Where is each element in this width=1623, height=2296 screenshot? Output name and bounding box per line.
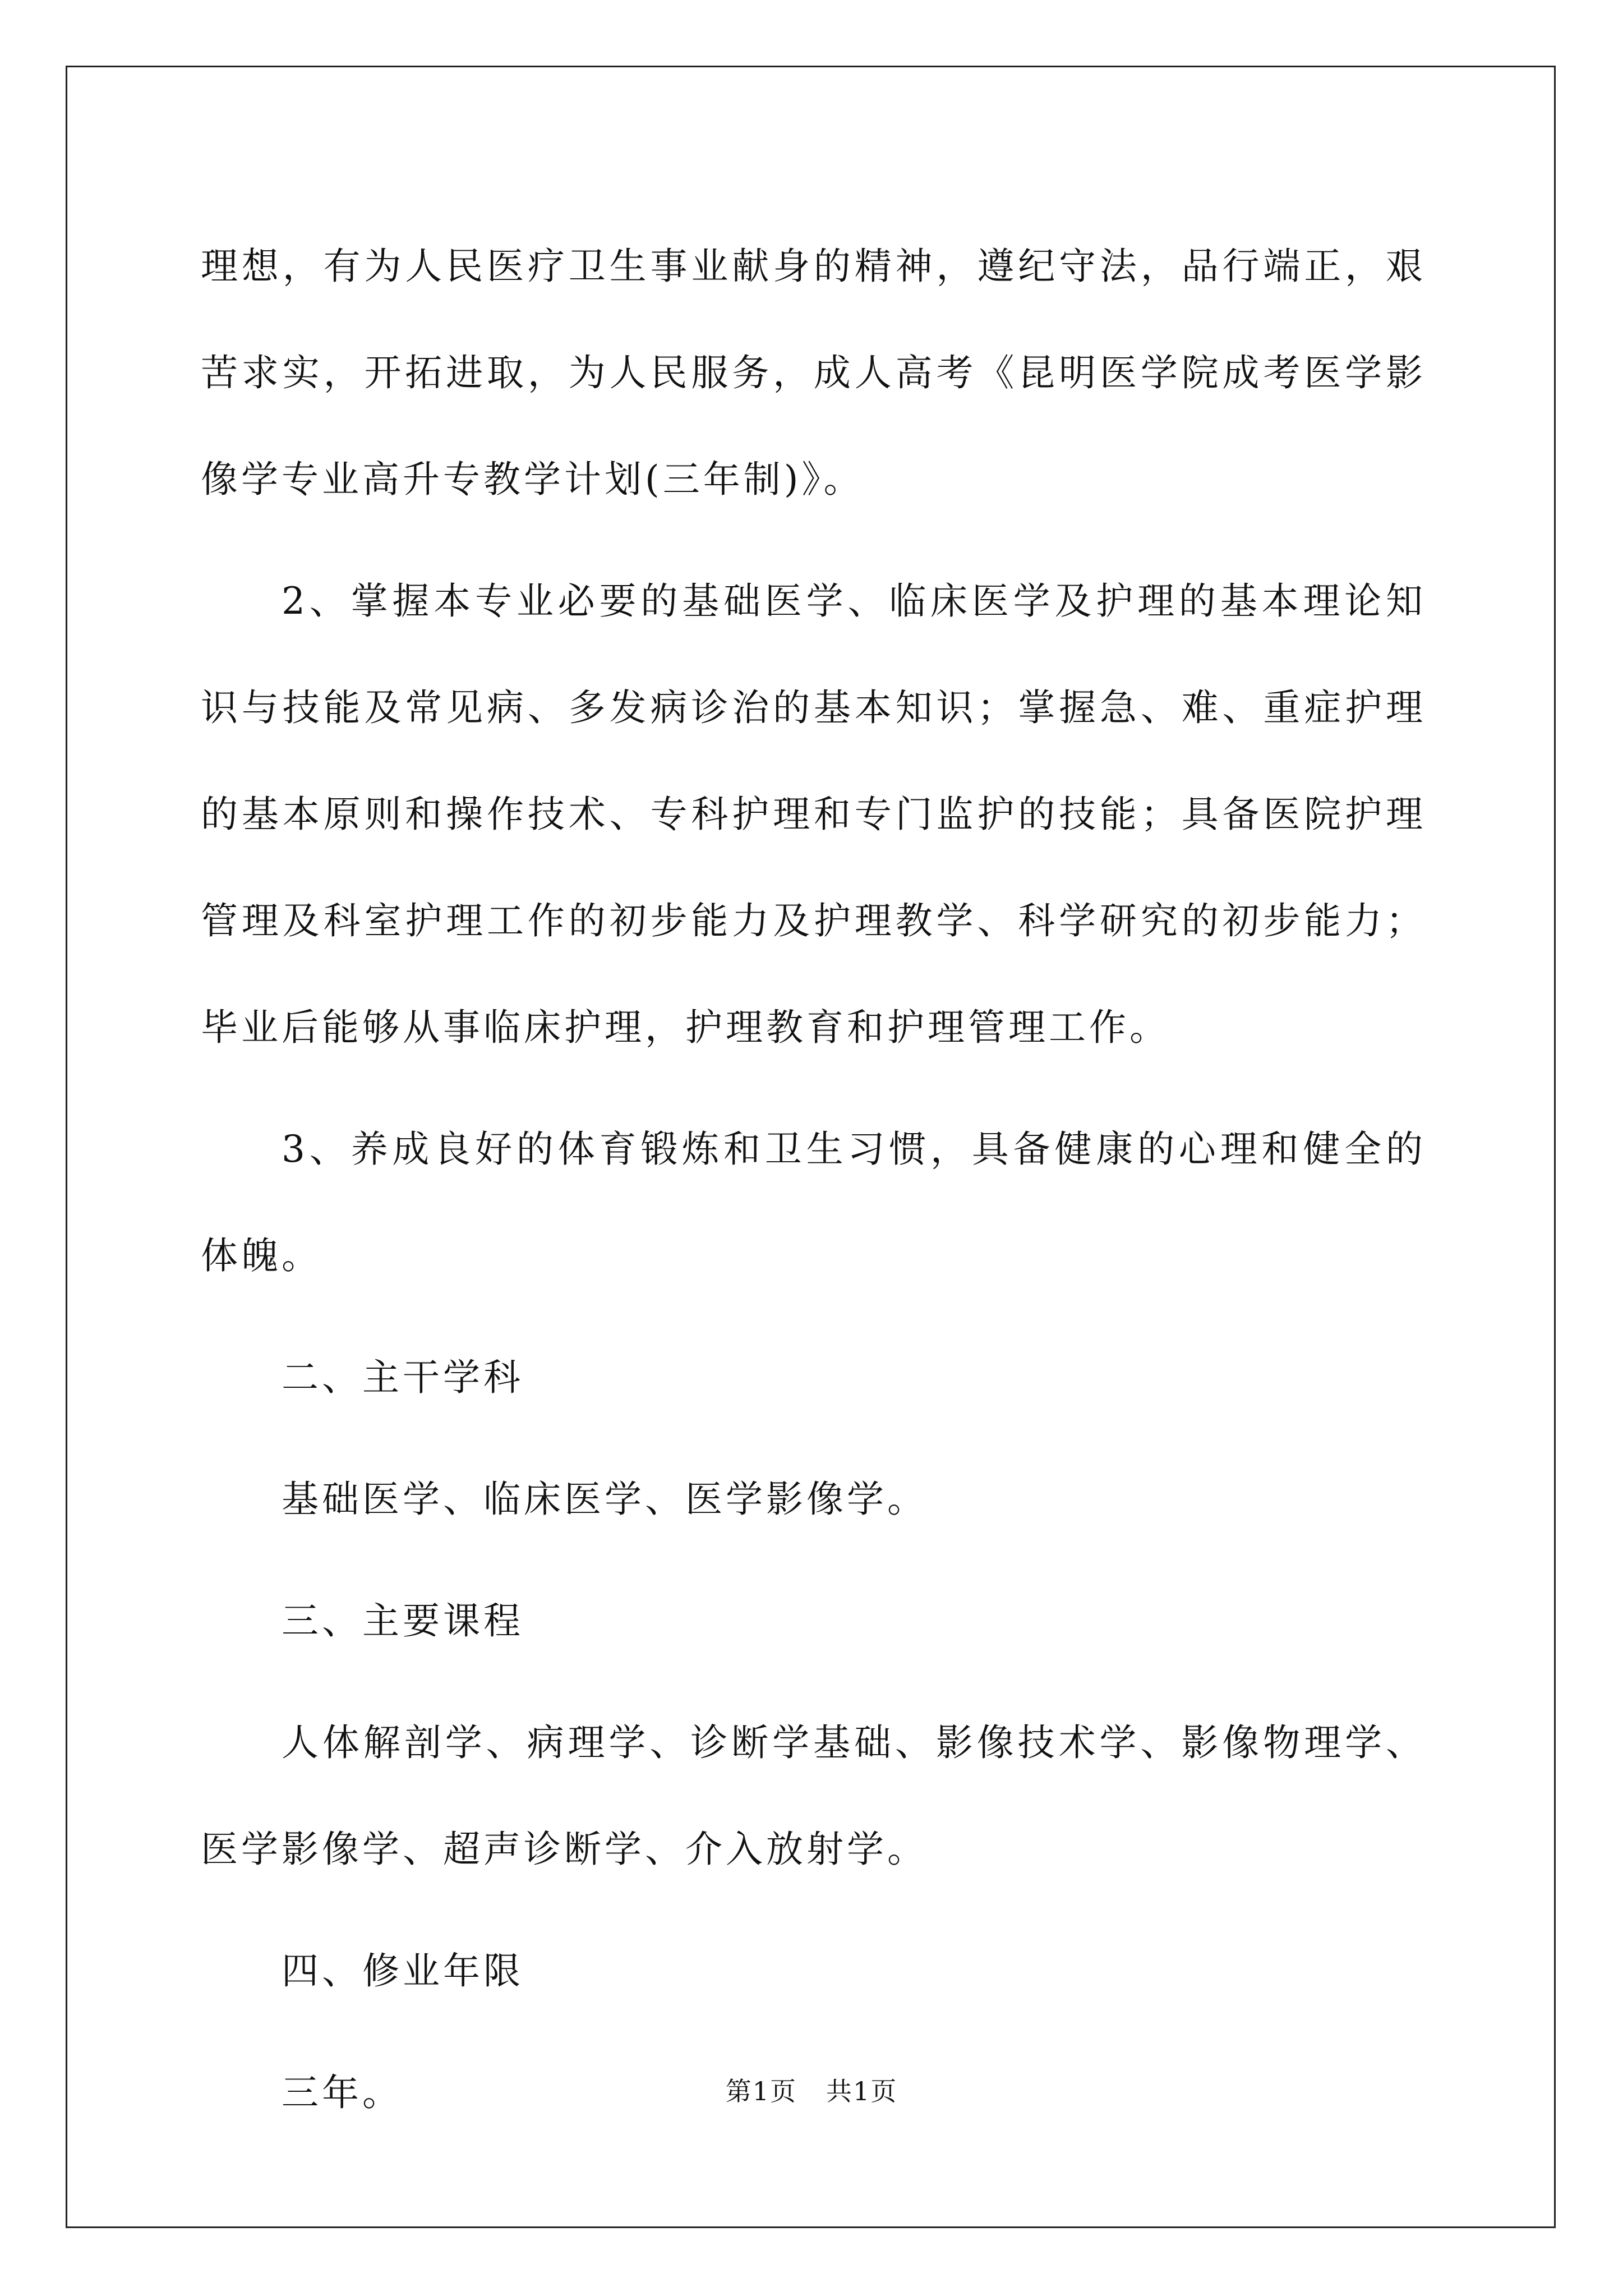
page-footer (0, 2071, 1623, 2108)
paragraph-knowledge-requirements: 2、掌握本专业必要的基础医学、临床医学及护理的基本理论知识与技能及常见病、多发病诊治的基本知识；掌握急、难、重症护理的基本原则和操作技术、专科护理和专门监护的技能；具备医院护理管理及科室护理工作的初步能力及护理教学、科学研究的初步能力；毕业后能够从事临床护理，护理教育和护理管理工作。 (201, 579, 1426, 1049)
paragraph-training-goal-continued: 理想，有为人民医疗卫生事业献身的精神，遵纪守法，品行端正，艰苦求实，开拓进取，为人民服务，成人高考《昆明医学院成考医学影像学专业高升专教学计划(三年制)》。 (201, 245, 1426, 501)
paragraph-study-duration: 三年。 (282, 2071, 403, 2114)
page-number-current: 第1页 (725, 2076, 797, 2106)
document-body (201, 213, 1426, 2161)
paragraph-main-disciplines: 基础医学、临床医学、医学影像学。 (282, 1478, 928, 1521)
page-number-total: 共1页 (826, 2076, 898, 2106)
section-heading-study-duration: 四、修业年限 (282, 1949, 524, 1993)
paragraph-health-habits: 3、养成良好的体育锻炼和卫生习惯，具备健康的心理和健全的体魄。 (201, 1128, 1426, 1277)
section-heading-main-disciplines: 二、主干学科 (282, 1356, 524, 1399)
paragraph-main-courses: 人体解剖学、病理学、诊断学基础、影像技术学、影像物理学、医学影像学、超声诊断学、介入放射学。 (201, 1721, 1426, 1871)
section-heading-main-courses: 三、主要课程 (282, 1599, 524, 1642)
